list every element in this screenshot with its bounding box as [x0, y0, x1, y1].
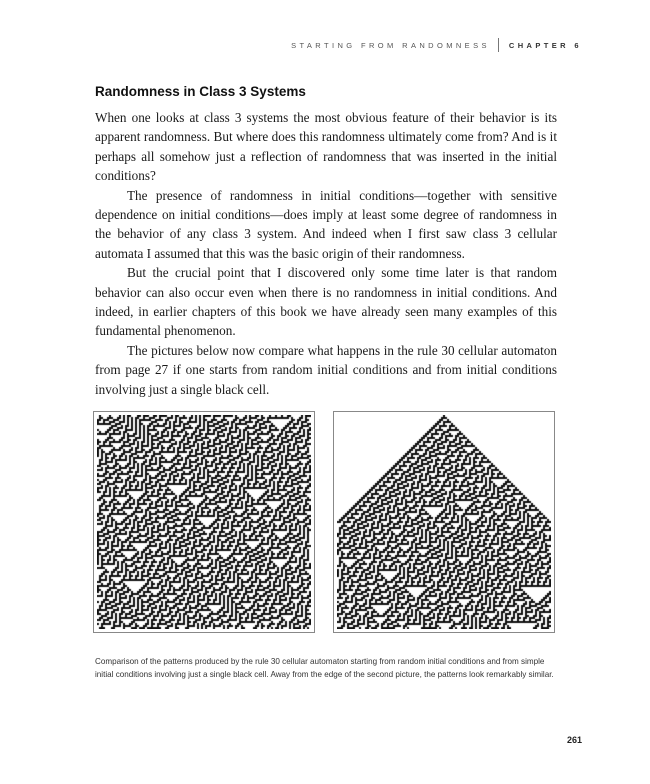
rule30-single-cell-canvas	[337, 415, 551, 629]
page-number: 261	[566, 735, 582, 745]
rule30-random-initial-figure	[93, 411, 315, 633]
section-title: Randomness in Class 3 Systems	[95, 84, 306, 99]
figure-caption: Comparison of the patterns produced by the rule 30 cellular automaton starting from random initial conditions and from simple initial conditions involving just a single black cell. Away from the edge of the second picture, the patterns look remarkably similar.	[95, 657, 554, 679]
paragraph-3: But the crucial point that I discovered only some time later is that random behavior can also occur even when there is no randomness in initial conditions. And indeed, in earlier chapters of this book we have already seen many examples of this fundamental phenomenon.	[95, 265, 557, 339]
running-header	[291, 38, 582, 52]
header-divider	[498, 38, 499, 52]
chapter-label: CHAPTER 6	[508, 40, 582, 50]
rule30-random-canvas	[97, 415, 311, 629]
body-text	[95, 108, 557, 399]
paragraph-1: When one looks at class 3 systems the most obvious feature of their behavior is its apparent randomness. But where does this randomness ultimately come from? And is it perhaps all somehow just a reflection of randomness that was inserted in the initial conditions?	[95, 110, 557, 184]
paragraph-2: The presence of randomness in initial conditions—together with sensitive dependence on initial conditions—does imply at least some degree of randomness in the behavior of any class 3 system. And indeed when I first saw class 3 cellular automata I assumed that this was the basic origin of their randomness.	[95, 187, 557, 261]
rule30-single-cell-figure	[333, 411, 555, 633]
running-title: STARTING FROM RANDOMNESS	[291, 40, 490, 50]
paragraph-4: The pictures below now compare what happens in the rule 30 cellular automaton from page 27 if one starts from random initial conditions and from initial conditions involving just a single black cell.	[95, 342, 557, 397]
